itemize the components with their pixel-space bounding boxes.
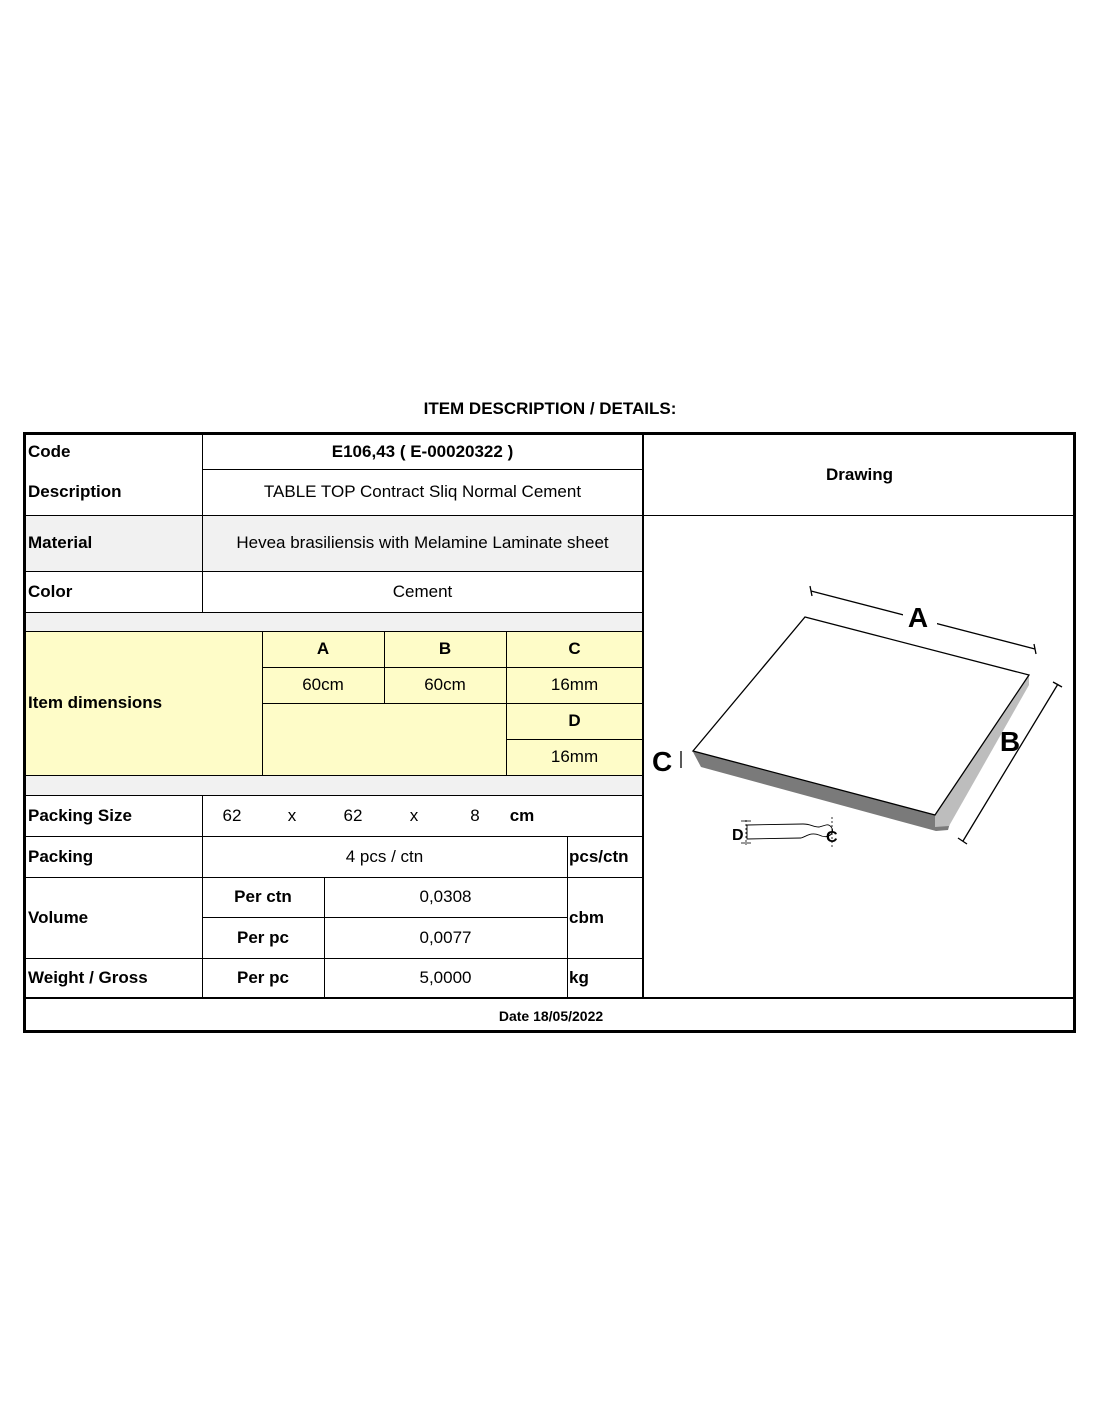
- date-footer: Date 18/05/2022: [498, 1007, 604, 1024]
- weight-unit: kg: [569, 968, 589, 987]
- detail-label-c: C: [826, 829, 838, 846]
- volume-per-pc-label: Per pc: [237, 927, 289, 947]
- packing-size-height: 8: [470, 805, 480, 825]
- description-value: TABLE TOP Contract Sliq Normal Cement: [263, 482, 582, 501]
- dim-d-value: 16mm: [550, 747, 599, 766]
- dimensions-label: Item dimensions: [28, 693, 163, 712]
- packing-size-unit: cm: [509, 805, 535, 825]
- weight-per-pc-label: Per pc: [237, 968, 289, 987]
- item-details-sheet: [23, 432, 1076, 1033]
- color-value: Cement: [392, 581, 453, 601]
- volume-per-pc-value: 0,0077: [419, 927, 472, 947]
- packing-size-sep-1: x: [287, 805, 297, 825]
- dim-b-header: B: [438, 639, 452, 658]
- packing-label: Packing: [28, 846, 94, 866]
- volume-per-ctn-label: Per ctn: [234, 887, 292, 906]
- volume-label: Volume: [28, 907, 89, 927]
- volume-per-ctn-value: 0,0308: [419, 887, 472, 906]
- packing-value: 4 pcs / ctn: [345, 846, 424, 866]
- packing-unit: pcs/ctn: [569, 846, 629, 866]
- code-value: E106,43 ( E-00020322 ): [331, 442, 514, 461]
- weight-value: 5,0000: [419, 968, 472, 987]
- label-b: B: [999, 726, 1021, 757]
- packing-size-length: 62: [343, 805, 363, 825]
- volume-unit: cbm: [569, 907, 604, 927]
- dim-b-value: 60cm: [424, 675, 466, 694]
- table-top-drawing: [643, 515, 1076, 998]
- dim-d-header: D: [568, 711, 581, 730]
- color-label: Color: [28, 581, 73, 601]
- panel-top: [693, 617, 1029, 815]
- spacer-row-bottom: [26, 775, 643, 795]
- packing-size-label: Packing Size: [28, 805, 132, 825]
- label-a: A: [907, 602, 929, 633]
- weight-label: Weight / Gross: [28, 968, 148, 987]
- dim-a-header: A: [316, 639, 330, 658]
- code-label: Code: [28, 442, 71, 461]
- material-label: Material: [28, 533, 93, 552]
- spacer-row-top: [26, 612, 643, 631]
- description-label: Description: [28, 482, 122, 501]
- packing-size-sep-2: x: [409, 805, 419, 825]
- dim-c-value: 16mm: [550, 675, 599, 694]
- dim-a-value: 60cm: [302, 675, 344, 694]
- document-title: ITEM DESCRIPTION / DETAILS:: [423, 399, 677, 418]
- edge-profile-detail: [732, 817, 838, 849]
- label-c: C: [652, 746, 673, 777]
- packing-size-width: 62: [222, 805, 242, 825]
- drawing-header: Drawing: [825, 465, 894, 484]
- detail-label-d: D: [732, 827, 744, 844]
- material-value: Hevea brasiliensis with Melamine Laminate sheet: [236, 533, 609, 552]
- dim-c-header: C: [568, 639, 581, 658]
